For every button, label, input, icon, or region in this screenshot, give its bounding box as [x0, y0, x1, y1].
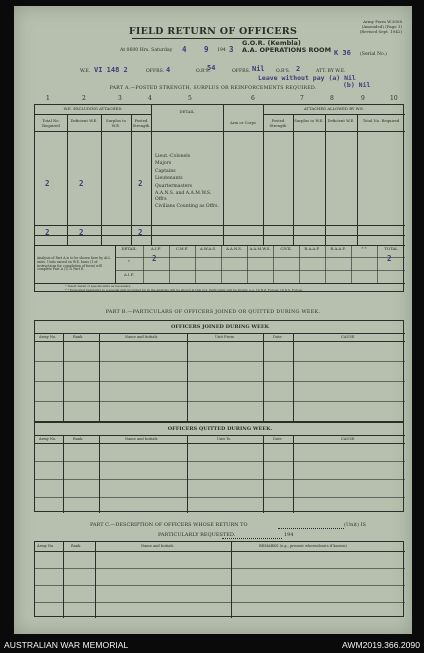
divider — [293, 333, 294, 423]
col-header: Rank — [71, 544, 81, 548]
part-a-table — [34, 104, 404, 292]
part-c-year: 194 — [284, 532, 294, 538]
date-month: 9 — [204, 45, 209, 54]
date-year-suffix: 3 — [229, 45, 234, 54]
divider — [293, 114, 294, 245]
footnote-2: * * Personnel belonging to a special unit provided for in the analysis will be shown in this Col. Particulars will be shown, e.g. 10 N.Z. Forces; 10 U.S. Forces. — [65, 287, 303, 292]
divider — [263, 333, 264, 423]
divider — [357, 114, 358, 245]
offrs-value: 4 — [166, 66, 171, 74]
captains-deficient: 2 — [79, 179, 84, 188]
col-header: Date — [273, 437, 282, 441]
analysis-header: A.A.M.W.S. — [249, 246, 271, 251]
page-title: FIELD RETURN OF OFFICERS — [128, 26, 298, 37]
divider — [35, 225, 405, 226]
column-number: 8 — [330, 95, 334, 102]
col-header: Name and Initials — [125, 437, 158, 441]
divider — [187, 333, 188, 423]
we-value: VI 148 2 — [94, 66, 128, 74]
attached-label: ATT. BY W.E. — [316, 69, 346, 74]
analysis-row-label: A.I.F. — [124, 272, 134, 277]
part-c-heading: PART C.—DESCRIPTION OF OFFICERS WHOSE RETURN TO — [90, 522, 248, 528]
captains-posted: 2 — [138, 179, 143, 188]
column-number: 7 — [300, 95, 304, 102]
serial-label: (Serial No.) — [360, 52, 387, 57]
analysis-header: * * — [361, 246, 367, 251]
analysis-header: CIVIL — [280, 246, 292, 251]
quitted-title: OFFICERS QUITTED DURING WEEK. — [167, 426, 273, 432]
footnote-1: * Insert detail of special units as necessary. — [65, 284, 132, 288]
analysis-header: C.M.F. — [175, 246, 189, 251]
date-year-prefix: 194 — [217, 48, 226, 53]
divider — [99, 435, 100, 513]
analysis-total-value: 2 — [387, 254, 392, 263]
ors2-value: 2 — [296, 65, 301, 73]
stamp-line: A.A. OPERATIONS ROOM — [242, 46, 332, 54]
column-numbers — [34, 95, 402, 103]
operations-room-stamp — [242, 40, 331, 54]
leave-line-2: (b) Nil — [343, 81, 371, 89]
divider — [35, 497, 405, 498]
column-number: 10 — [390, 95, 398, 102]
rank-list — [155, 153, 221, 210]
divider — [99, 333, 100, 423]
rank-label: Lieutenants — [155, 176, 183, 182]
form-ref-line: (Amended) (Page 1) — [361, 24, 402, 29]
divider — [101, 114, 102, 245]
offrs-label: OFFRS. — [146, 69, 165, 74]
date-day: 4 — [182, 45, 187, 54]
footer-credit: AUSTRALIAN WAR MEMORIAL — [4, 640, 129, 650]
rank-label: Lieut.-Colonels — [155, 154, 191, 159]
column-number: 5 — [188, 95, 192, 102]
divider — [35, 341, 405, 342]
total-deficient: 2 — [79, 228, 84, 237]
leave-line-1: Leave without pay (a) Nil — [258, 74, 356, 82]
divider — [35, 245, 405, 246]
divider — [35, 443, 405, 444]
stamp-line: G.O.R. (Kembla) — [242, 39, 301, 47]
group-header-we: W.E. EXCLUDING ATTACHED. — [63, 106, 123, 111]
divider — [35, 333, 405, 334]
analysis-row-label: * — [128, 259, 130, 264]
analysis-header: R.A.A.F. — [330, 246, 346, 251]
analysis-header: A.I.F. — [151, 246, 161, 251]
col-header: Rank — [73, 437, 83, 441]
divider — [35, 585, 405, 586]
serial-number: K 36 — [334, 49, 351, 57]
col-header: Total No. Required — [42, 118, 60, 128]
ors-value: 54 — [207, 64, 216, 72]
analysis-header: R.A.A.F. — [304, 246, 320, 251]
divider — [35, 131, 405, 132]
ors2-label: O.R'S. — [276, 69, 291, 74]
col-header: Deficient W.E. — [327, 118, 355, 123]
group-header-attached: ATTACHED ALLOWED BY W.E. — [303, 106, 365, 111]
divider — [35, 114, 151, 115]
ors-label: O.R'S. — [196, 69, 211, 74]
analysis-header: TOTAL — [384, 246, 398, 251]
joined-table — [34, 320, 404, 422]
we-label: W.E. — [80, 69, 91, 74]
analysis-aif-value: 2 — [152, 254, 157, 263]
divider — [63, 333, 64, 423]
col-header: Date — [273, 335, 282, 339]
col-header: Unit From — [215, 335, 234, 339]
column-number: 1 — [46, 95, 50, 102]
column-number: 3 — [118, 95, 122, 102]
column-number: 6 — [251, 95, 255, 102]
analysis-note: Analysis of Part A is to be shown here by ALL units. Units raised on W.E. basis (1 of instructions for completion of form) will complete Part A (1) & Part E. — [37, 256, 111, 272]
divider — [35, 568, 405, 569]
offrs2-value: Nil — [252, 65, 265, 73]
divider — [223, 105, 224, 245]
col-header: Army No. — [39, 437, 57, 441]
quitted-table — [34, 422, 404, 512]
rank-label: Majors — [155, 161, 172, 167]
part-c-table — [34, 541, 404, 617]
divider — [115, 257, 405, 258]
divider — [35, 479, 405, 480]
divider — [35, 461, 405, 462]
form-ref-line: Army Form W.3008 — [363, 19, 402, 24]
col-header: Posted Strength — [269, 118, 287, 128]
divider — [325, 114, 326, 245]
col-header: Name and Initials — [141, 544, 174, 548]
col-header: Deficient W.E. — [70, 118, 98, 123]
part-c-heading-end: (Unit) IS — [344, 522, 366, 528]
divider — [35, 381, 405, 382]
total-required: 2 — [45, 228, 50, 237]
offrs2-label: OFFRS. — [232, 69, 251, 74]
divider — [263, 435, 264, 513]
divider — [293, 435, 294, 513]
rank-label: Quartermasters — [155, 183, 192, 189]
col-header: REMARKS (e.g., present whereabouts if known) — [259, 544, 347, 548]
col-header: Army No. — [39, 335, 57, 339]
col-header: Surplus to W.E. — [294, 118, 324, 123]
unit-blank — [278, 528, 344, 529]
col-header-detail: DETAIL — [179, 109, 195, 114]
col-header: Total No. Required — [362, 118, 400, 123]
col-header: Army No. — [37, 544, 55, 548]
col-header: CAUSE — [341, 437, 355, 441]
total-posted: 2 — [138, 228, 143, 237]
divider — [67, 114, 68, 245]
form-page — [14, 6, 412, 634]
divider — [187, 435, 188, 513]
joined-title: OFFICERS JOINED DURING WEEK — [171, 324, 269, 330]
divider — [35, 401, 405, 402]
divider — [95, 542, 96, 618]
column-number: 9 — [361, 95, 365, 102]
header-time-label: At 0600 Hrs. Saturday — [120, 48, 173, 53]
divider — [151, 105, 152, 245]
rank-label: A.A.N.S. and A.A.M.W.S. Offrs — [155, 191, 212, 202]
part-c-subheading: PARTICULARLY REQUESTED. — [158, 532, 236, 538]
column-number: 4 — [148, 95, 152, 102]
analysis-detail-label: DETAIL — [121, 246, 137, 251]
divider — [35, 551, 405, 552]
divider — [35, 361, 405, 362]
col-header: Posted Strength — [132, 118, 150, 128]
footer-accession-number: AWM2019.366.2090 — [341, 640, 420, 650]
divider — [63, 542, 64, 618]
divider — [35, 435, 405, 436]
part-b-heading: PART B.—PARTICULARS OF OFFICERS JOINED OR QUITTED DURING WEEK. — [105, 309, 321, 315]
form-ref-line: (Revised Sept. 1942) — [359, 29, 402, 34]
col-header: CAUSE — [341, 335, 355, 339]
col-header: Arm or Corps — [229, 120, 257, 125]
analysis-header: A.A.N.S. — [226, 246, 242, 251]
analysis-header: A.W.A.S. — [199, 246, 216, 251]
rank-label: Civilians Counting as Offrs. — [155, 204, 219, 210]
divider — [63, 435, 64, 513]
column-number: 2 — [82, 95, 86, 102]
divider — [35, 602, 405, 603]
rank-label: Captains — [155, 168, 176, 174]
col-header: Surplus to W.E. — [106, 118, 126, 128]
divider — [131, 114, 132, 245]
col-header: Rank — [73, 335, 83, 339]
date-blank — [222, 538, 282, 539]
divider — [231, 542, 232, 618]
captains-total: 2 — [45, 179, 50, 188]
divider — [35, 235, 405, 236]
part-a-heading: PART A.—POSTED STRENGTH, SURPLUS OR REINFORCEMENTS REQUIRED. — [109, 86, 317, 91]
col-header: Name and Initials — [125, 335, 158, 339]
divider — [115, 270, 405, 271]
col-header: Unit To — [217, 437, 231, 441]
divider — [263, 114, 405, 115]
